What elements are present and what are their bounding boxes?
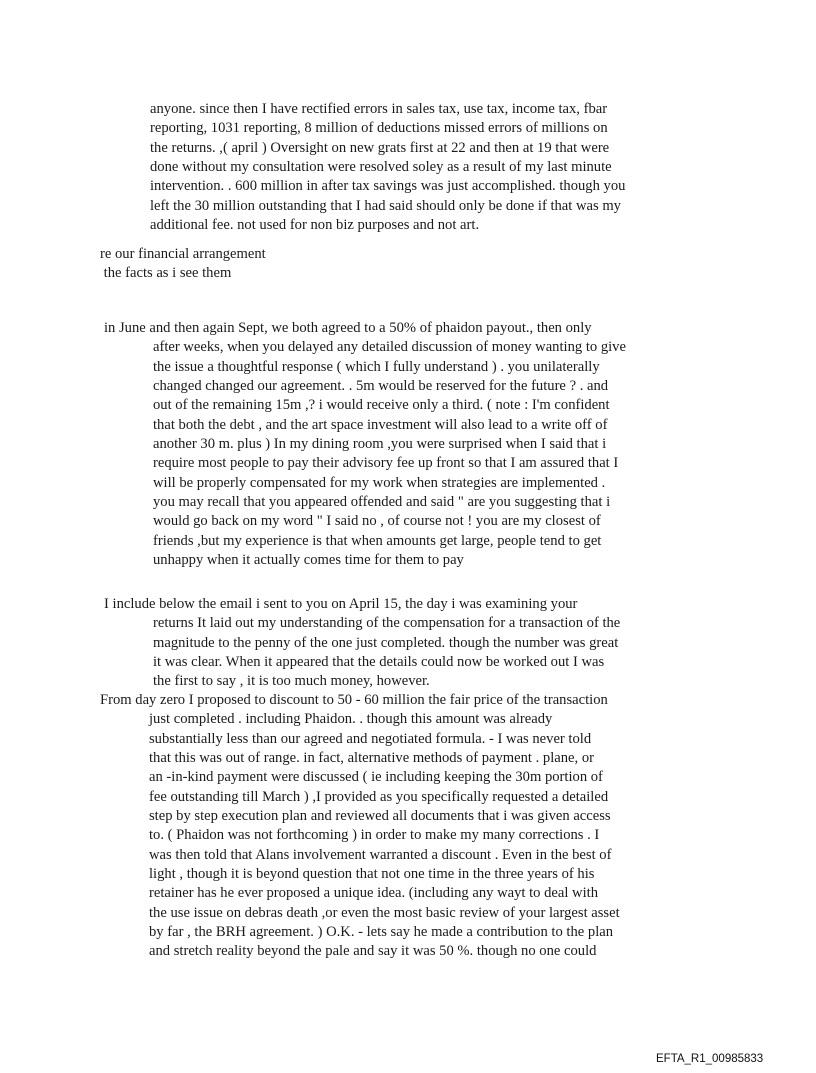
text-line: From day zero I proposed to discount to 50 - 60 million the fair price of the transaction	[100, 692, 608, 708]
text-line: magnitude to the penny of the one just completed. though the number was great	[153, 634, 619, 651]
text-line: friends ,but my experience is that when amounts get large, people tend to get	[153, 532, 602, 549]
text-line: intervention. . 600 million in after tax savings was just accomplished. though you	[150, 178, 626, 195]
text-line: light , though it is beyond question that not one time in the three years of his	[149, 866, 595, 883]
text-line: additional fee. not used for non biz purposes and not art.	[150, 217, 480, 234]
subject-heading	[100, 245, 266, 284]
text-line: done without my consultation were resolved soley as a result of my last minute	[150, 159, 612, 176]
text-line: I include below the email i sent to you on April 15, the day i was examining your	[104, 596, 578, 612]
text-line: it was clear. When it appeared that the details could now be worked out I was	[153, 654, 605, 671]
paragraph-discount-proposal	[100, 691, 620, 962]
text-line: would go back on my word " I said no , of course not ! you are my closest of	[153, 513, 601, 530]
text-line: and stretch reality beyond the pale and say it was 50 %. though no one could	[149, 943, 597, 960]
text-line: changed changed our agreement. . 5m would be reserved for the future ? . and	[153, 378, 609, 395]
text-line: the returns. ,( april ) Oversight on new grats first at 22 and then at 19 that were	[150, 139, 610, 156]
text-line: step by step execution plan and reviewed all documents that i was given access	[149, 808, 611, 825]
text-line: anyone. since then I have rectified errors in sales tax, use tax, income tax, fbar	[150, 101, 608, 117]
text-line: just completed . including Phaidon. . though this amount was already	[149, 711, 553, 728]
paragraph-continued-errors	[150, 100, 625, 235]
text-line: you may recall that you appeared offended and said " are you suggesting that i	[153, 494, 611, 511]
text-line: that this was out of range. in fact, alternative methods of payment . plane, or	[149, 750, 594, 767]
text-line: retainer has he ever proposed a unique idea. (including any wayt to deal with	[149, 885, 599, 902]
paragraph-agreement	[104, 319, 626, 570]
text-line: the use issue on debras death ,or even the most basic review of your largest asset	[149, 904, 620, 921]
text-line: by far , the BRH agreement. ) O.K. - lets say he made a contribution to the plan	[149, 924, 614, 941]
text-line: require most people to pay their advisory fee up front so that I am assured that I	[153, 455, 619, 472]
paragraph-email-reference	[104, 595, 620, 692]
text-line: substantially less than our agreed and negotiated formula. - I was never told	[149, 730, 592, 747]
text-line: the facts as i see them	[100, 265, 232, 282]
text-line: reporting, 1031 reporting, 8 million of deductions missed errors of millions on	[150, 120, 608, 137]
text-line: out of the remaining 15m ,? i would receive only a third. ( note : I'm confident	[153, 397, 610, 414]
text-line: the first to say , it is too much money, however.	[153, 673, 430, 690]
text-line: to. ( Phaidon was not forthcoming ) in order to make my many corrections . I	[149, 827, 600, 844]
text-line: in June and then again Sept, we both agreed to a 50% of phaidon payout., then only	[104, 320, 592, 336]
text-line: after weeks, when you delayed any detailed discussion of money wanting to give	[153, 339, 626, 356]
document-id-footer: EFTA_R1_00985833	[656, 1053, 764, 1065]
text-line: left the 30 million outstanding that I had said should only be done if that was my	[150, 197, 621, 214]
text-line: unhappy when it actually comes time for them to pay	[153, 552, 464, 569]
text-line: returns It laid out my understanding of the compensation for a transaction of the	[153, 615, 621, 632]
text-line: was then told that Alans involvement warranted a discount . Even in the best of	[149, 846, 612, 863]
text-line: an -in-kind payment were discussed ( ie including keeping the 30m portion of	[149, 769, 603, 786]
text-line: re our financial arrangement	[100, 246, 266, 262]
text-line: fee outstanding till March ) ,I provided as you specifically requested a detailed	[149, 788, 609, 805]
text-line: that both the debt , and the art space investment will also lead to a write off of	[153, 416, 608, 433]
text-line: will be properly compensated for my work when strategies are implemented .	[153, 474, 606, 491]
text-line: the issue a thoughtful response ( which I fully understand ) . you unilaterally	[153, 358, 600, 375]
text-line: another 30 m. plus ) In my dining room ,you were surprised when I said that i	[153, 436, 607, 453]
